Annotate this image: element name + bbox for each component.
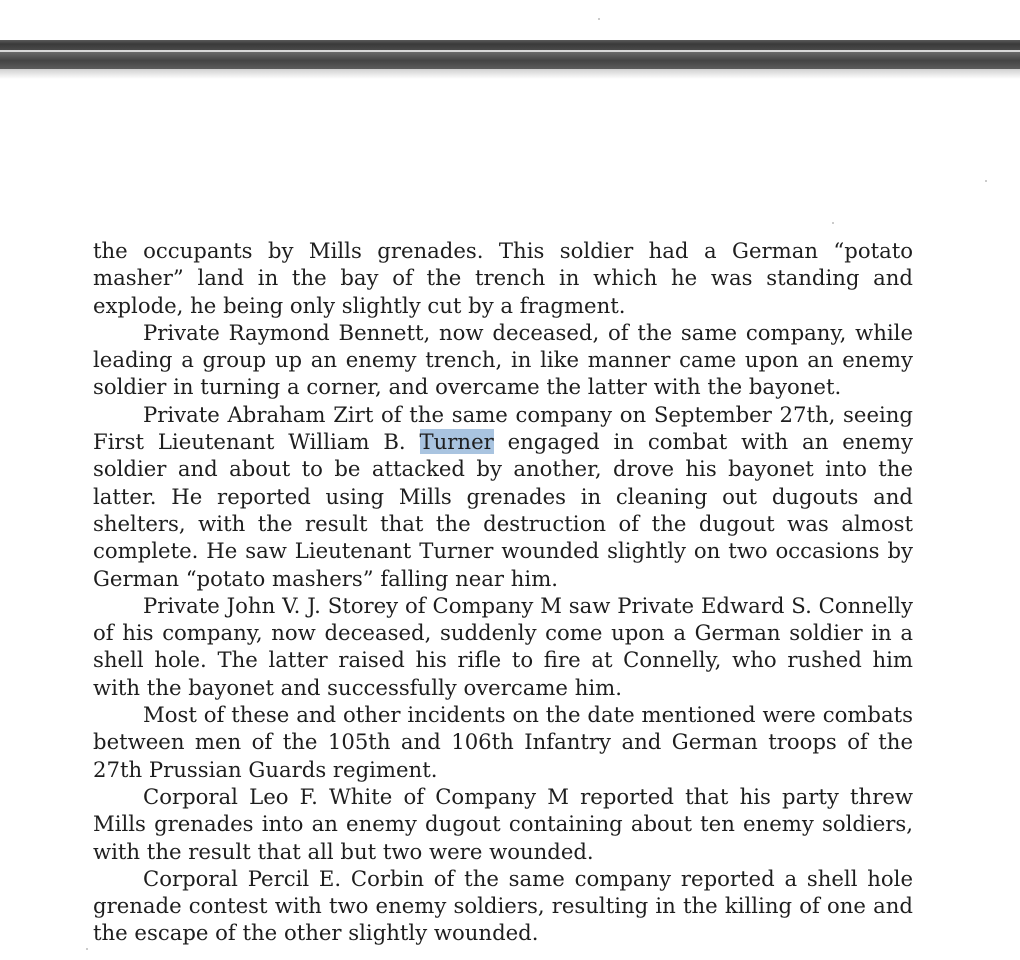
- paragraph-white: Corporal Leo F. White of Company M reported that his party threw Mills grenades into an enemy dugout containing about ten enemy soldiers, with the result that all but two were wounded.: [93, 783, 913, 864]
- scanner-edge-bar: [0, 40, 1020, 72]
- search-highlight[interactable]: Turner: [419, 429, 494, 455]
- scan-speck: [598, 18, 600, 20]
- paragraph-storey: Private John V. J. Storey of Company M saw Private Edward S. Connelly of his company, now deceased, suddenly come upon a German soldier in a shell hole. The latter raised his rifle to fire at Connelly, who rushed him with the bayonet and successfully overcame him.: [93, 592, 913, 700]
- scan-speck: [86, 948, 88, 950]
- paragraph-zirt-before: Private Abraham Zirt of the same company on September 27th, seeing First Lieutenant William B.: [93, 401, 913, 455]
- paragraph-bennett: Private Raymond Bennett, now deceased, of the same company, while leading a group up an enemy trench, in like manner came upon an enemy soldier in turning a corner, and overcame the latter with the bayonet.: [93, 319, 913, 400]
- document-body: [93, 237, 913, 947]
- paragraph-zirt-after: engaged in combat with an enemy soldier and about to be attacked by another, drove his bayonet into the latter. He reported using Mills grenades in cleaning out dugouts and shelters, with the result that the destruction of the dugout was almost complete. He saw Lieutenant Turner wounded slightly on two occasions by German “potato mashers” falling near him.: [93, 429, 913, 591]
- paragraph-corbin: Corporal Percil E. Corbin of the same company reported a shell hole grenade contest with two enemy soldiers, resulting in the killing of one and the escape of the other slightly wounded.: [93, 865, 913, 946]
- scanner-edge-bar-shadow: [0, 69, 1020, 79]
- scanner-edge-bar-upper: [0, 40, 1020, 50]
- scanner-edge-bar-lower: [0, 52, 1020, 69]
- paragraph-incidents: Most of these and other incidents on the date mentioned were combats between men of the 105th and 106th Infantry and German troops of the 27th Prussian Guards regiment.: [93, 702, 913, 782]
- paragraph-zirt: [93, 401, 913, 592]
- scan-speck: [985, 180, 987, 182]
- scan-speck: [832, 222, 834, 224]
- paragraph-continued: the occupants by Mills grenades. This soldier had a German “potato masher” land in the bay of the trench in which he was standing and explode, he being only slightly cut by a fragment.: [93, 238, 913, 318]
